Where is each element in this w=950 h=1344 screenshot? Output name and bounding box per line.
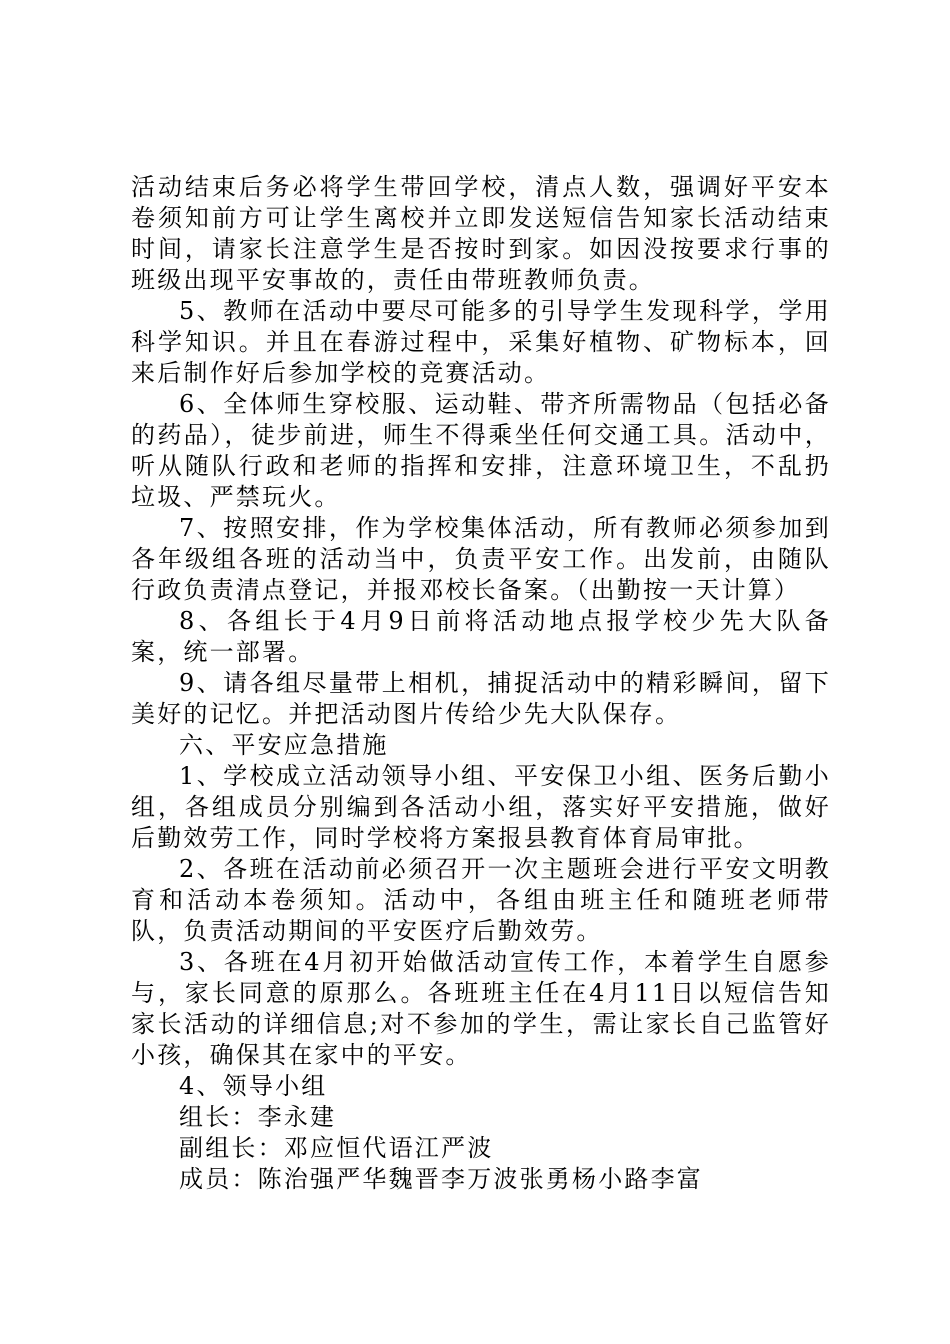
item-8-paragraph: 8、各组长于4月9日前将活动地点报学校少先大队备案，统一部署。: [131, 607, 831, 666]
section-6-heading: 六、平安应急措施: [179, 731, 389, 759]
continuation-paragraph: 活动结束后务必将学生带回学校，清点人数，强调好平安本卷须知前方可让学生离校并立即发送短信告知家长活动结束时间，请家长注意学生是否按时到家。如因没按要求行事的班级出现平安事故的，责任由带班教师负责。: [131, 173, 831, 294]
members-line: 成员：陈治强严华魏晋李万波张勇杨小路李富: [179, 1165, 703, 1193]
group-leader-line: 组长：李永建: [179, 1103, 337, 1131]
document-body: [131, 172, 831, 1195]
item-9-paragraph: 9、请各组尽量带上相机，捕捉活动中的精彩瞬间，留下美好的记忆。并把活动图片传给少先大队保存。: [131, 669, 831, 728]
leadership-group-heading: 4、领导小组: [179, 1072, 328, 1100]
deputy-leader-line: 副组长：邓应恒代语江严波: [179, 1134, 494, 1162]
measure-1-paragraph: 1、学校成立活动领导小组、平安保卫小组、医务后勤小组，各组成员分别编到各活动小组，落实好平安措施，做好后勤效劳工作，同时学校将方案报县教育体育局审批。: [131, 762, 831, 852]
item-6-paragraph: 6、全体师生穿校服、运动鞋、带齐所需物品（包括必备的药品），徒步前进，师生不得乘坐任何交通工具。活动中，听从随队行政和老师的指挥和安排，注意环境卫生，不乱扔垃圾、严禁玩火。: [131, 390, 831, 511]
item-7-paragraph: 7、按照安排，作为学校集体活动，所有教师必须参加到各年级组各班的活动当中，负责平安工作。出发前，由随队行政负责清点登记，并报邓校长备案。（出勤按一天计算）: [131, 514, 831, 604]
measure-3-paragraph: 3、各班在4月初开始做活动宣传工作，本着学生自愿参与，家长同意的原那么。各班班主任在4月11日以短信告知家长活动的详细信息;对不参加的学生，需让家长自己监管好小孩，确保其在家中的平安。: [131, 948, 831, 1069]
measure-2-paragraph: 2、各班在活动前必须召开一次主题班会进行平安文明教育和活动本卷须知。活动中，各组由班主任和随班老师带队，负责活动期间的平安医疗后勤效劳。: [131, 855, 831, 945]
item-5-paragraph: 5、教师在活动中要尽可能多的引导学生发现科学，学用科学知识。并且在春游过程中，采集好植物、矿物标本，回来后制作好后参加学校的竞赛活动。: [131, 297, 831, 387]
